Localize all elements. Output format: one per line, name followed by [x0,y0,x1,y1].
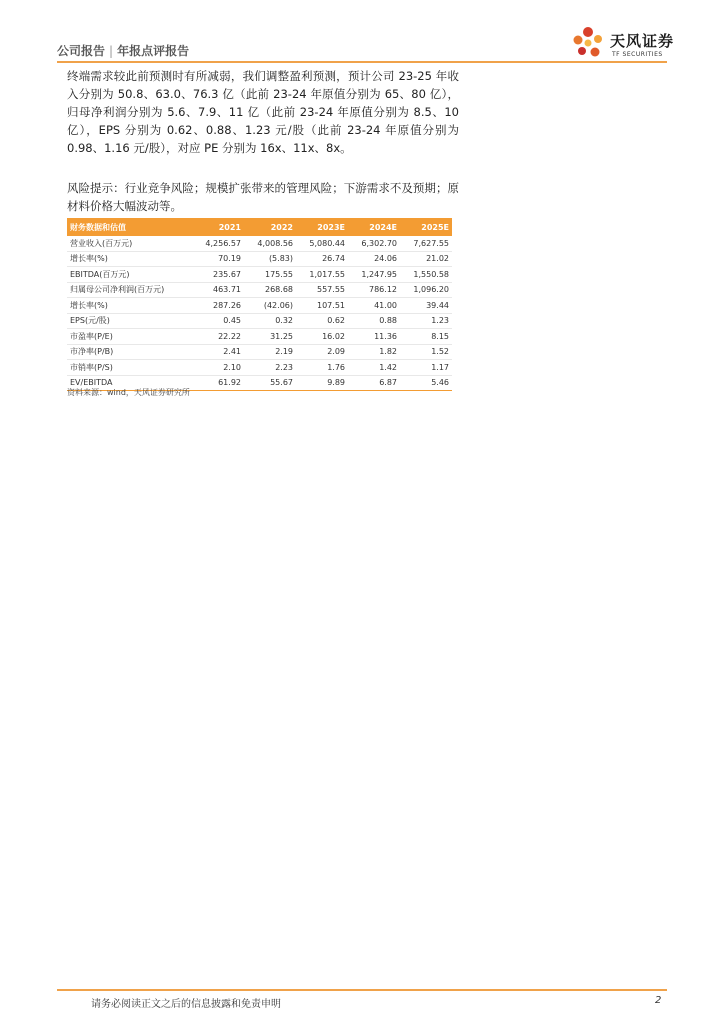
report-subcategory: 年报点评报告 [117,44,190,58]
footer-disclaimer: 请务必阅读正文之后的信息披露和免责申明 [91,999,281,1010]
value-cell: 1.82 [348,344,400,360]
table-header-cell: 2024E [348,218,400,236]
value-cell: 1.42 [348,360,400,376]
value-cell: 1,550.58 [400,267,452,283]
financial-data-table [67,218,452,391]
value-cell: 22.22 [192,329,244,345]
value-cell: 16.02 [296,329,348,345]
value-cell: 235.67 [192,267,244,283]
value-cell: 2.19 [244,344,296,360]
report-type-label [57,42,189,59]
table-row [67,282,452,298]
row-label-cell: 市净率(P/B) [67,344,192,360]
value-cell: 2.10 [192,360,244,376]
value-cell: 4,256.57 [192,236,244,251]
value-cell: 1.76 [296,360,348,376]
value-cell: 9.89 [296,375,348,391]
value-cell: (42.06) [244,298,296,314]
value-cell: 31.25 [244,329,296,345]
row-label-cell: 市销率(P/S) [67,360,192,376]
forecast-paragraph: 终端需求较此前预测时有所减弱，我们调整盈利预测，预计公司 23-25 年收入分别为 50.8、63.0、76.3 亿（此前 23-24 年原值分别为 65、80 亿），归母净利润分别为 5.6、7.9、11 亿（此前 23-24 年原值分别为 8.5、10 亿），EPS 分别为 0.62、0.88、1.23 元/股（此前 23-24 年原值分别为 0.98、1.16 元/股），对应 PE 分别为 16x、11x、8x。 [67,69,459,155]
table-row [67,329,452,345]
company-logo [568,24,678,62]
row-label-cell: EPS(元/股) [67,313,192,329]
row-label-cell: 增长率(%) [67,298,192,314]
table-row [67,298,452,314]
row-label-cell: 营业收入(百万元) [67,236,192,251]
table-row [67,344,452,360]
value-cell: 1.17 [400,360,452,376]
row-label-cell: EBITDA(百万元) [67,267,192,283]
table-header-cell: 2025E [400,218,452,236]
value-cell: 0.45 [192,313,244,329]
value-cell: 4,008.56 [244,236,296,251]
logo-chinese-name: 天风证券 [610,32,675,50]
table-header-cell: 2022 [244,218,296,236]
value-cell: 107.51 [296,298,348,314]
tf-logo-icon [568,24,608,62]
value-cell: 287.26 [192,298,244,314]
value-cell: 268.68 [244,282,296,298]
value-cell: 1.52 [400,344,452,360]
value-cell: 1.23 [400,313,452,329]
value-cell: 1,247.95 [348,267,400,283]
row-label-cell: 增长率(%) [67,251,192,267]
footer-divider [57,989,667,991]
value-cell: 55.67 [244,375,296,391]
logo-english-name: TF SECURITIES [612,51,663,58]
value-cell: 1,096.20 [400,282,452,298]
value-cell: 5,080.44 [296,236,348,251]
row-label-cell: 市盈率(P/E) [67,329,192,345]
value-cell: 8.15 [400,329,452,345]
report-category: 公司报告 [57,44,106,58]
value-cell: 175.55 [244,267,296,283]
header-separator: | [109,44,114,58]
table-row [67,267,452,283]
value-cell: 41.00 [348,298,400,314]
table-row [67,251,452,267]
table-body [67,236,452,391]
value-cell: 0.62 [296,313,348,329]
value-cell: 5.46 [400,375,452,391]
table-row [67,236,452,251]
value-cell: 2.23 [244,360,296,376]
value-cell: 39.44 [400,298,452,314]
header-divider [57,61,667,63]
value-cell: 21.02 [400,251,452,267]
page-number: 2 [655,995,662,1006]
value-cell: 463.71 [192,282,244,298]
value-cell: 0.88 [348,313,400,329]
value-cell: 557.55 [296,282,348,298]
value-cell: 1,017.55 [296,267,348,283]
value-cell: 2.09 [296,344,348,360]
value-cell: 6.87 [348,375,400,391]
value-cell: 70.19 [192,251,244,267]
table-header-cell: 财务数据和估值 [67,218,192,236]
value-cell: 0.32 [244,313,296,329]
table-row [67,360,452,376]
value-cell: 11.36 [348,329,400,345]
data-source-note: 资料来源：wind，天风证券研究所 [67,388,190,397]
value-cell: 26.74 [296,251,348,267]
row-label-cell: EV/EBITDA [67,375,192,391]
table-header-row [67,218,452,236]
table-header-cell: 2021 [192,218,244,236]
value-cell: 7,627.55 [400,236,452,251]
value-cell: 786.12 [348,282,400,298]
row-label-cell: 归属母公司净利润(百万元) [67,282,192,298]
value-cell: 61.92 [192,375,244,391]
value-cell: (5.83) [244,251,296,267]
risk-paragraph: 风险提示：行业竞争风险；规模扩张带来的管理风险；下游需求不及预期；原材料价格大幅波动等。 [67,181,459,213]
table-header-cell: 2023E [296,218,348,236]
value-cell: 24.06 [348,251,400,267]
value-cell: 6,302.70 [348,236,400,251]
value-cell: 2.41 [192,344,244,360]
table-row [67,313,452,329]
